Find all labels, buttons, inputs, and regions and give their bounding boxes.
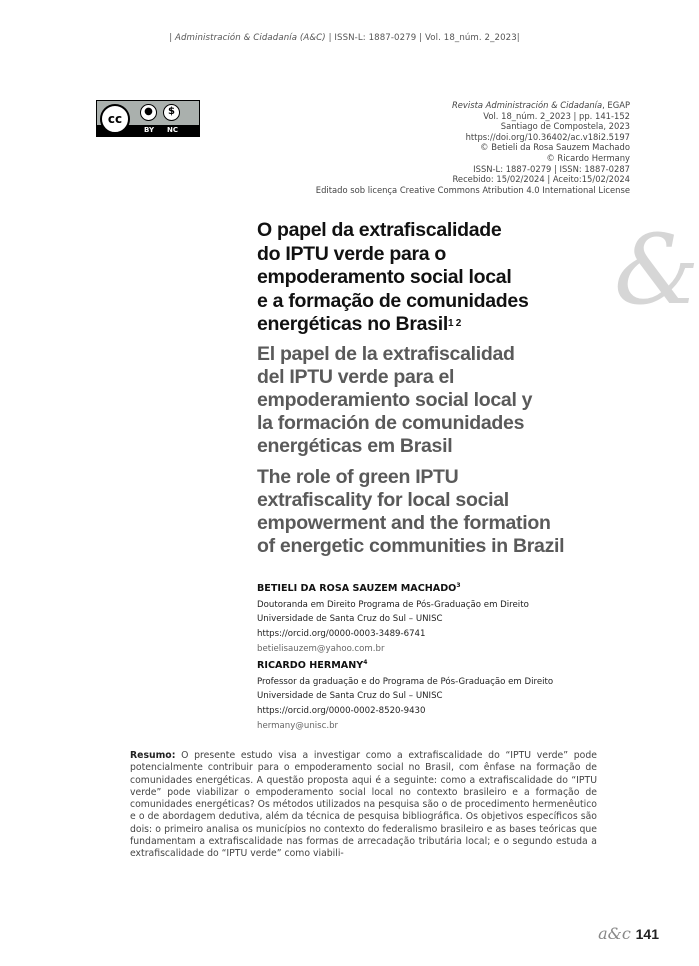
- meta-copyright-1: © Betieli da Rosa Sauzem Machado: [480, 142, 630, 153]
- title-footnote-refs[interactable]: 1 2: [447, 318, 461, 329]
- running-header-issn: | ISSN-L: 1887-0279 | Vol. 18_núm. 2_2023|: [328, 33, 520, 43]
- meta-issn: ISSN-L: 1887-0279 | ISSN: 1887-0287: [473, 163, 630, 174]
- decorative-ampersand-icon: &: [614, 214, 699, 326]
- meta-copyright-2: © Ricardo Hermany: [546, 152, 630, 163]
- title-en-line: of energetic communities in Brazil: [257, 535, 565, 557]
- author-institution: Universidade de Santa Cruz do Sul – UNISC: [257, 613, 443, 624]
- title-en-line: The role of green IPTU: [257, 466, 459, 488]
- author-name-text: BETIELI DA ROSA SAUZEM MACHADO: [257, 583, 457, 595]
- author-footnote-ref[interactable]: 3: [456, 582, 461, 589]
- cc-license-badge[interactable]: [96, 100, 200, 137]
- running-header: [0, 33, 689, 43]
- cc-logo-icon: cc: [100, 104, 130, 134]
- abstract-text: O presente estudo visa a investigar como a extrafiscalidade do “IPTU verde” pode potencialmente contribuir para o empoderamento social no Brasil, com ênfase na formação de comunidades energéticas. A questão proposta aqui é a seguinte: como a extrafiscalidade do “IPTU verde” pode viabilizar o empoderamento social local no contexto brasileiro e a formação de comunidades energéticas? Os métodos utilizados na pesquisa são o de procedimento hermenêutico e o de abordagem dedutiva, além da técnica de pesquisa bibliográfica. Os objetivos específicos são dois: o primeiro analisa os municípios no contexto do federalismo brasileiro e as bases teóricas que fundamentam a extrafiscalidade nas formas de arrecadação tributária local; e o segundo estuda a extrafiscalidade do “IPTU verde” como viabili-: [130, 750, 597, 860]
- author-orcid-link[interactable]: https://orcid.org/0000-0003-3489-6741: [257, 628, 426, 639]
- author-email-link[interactable]: betielisauzem@yahoo.com.br: [257, 644, 385, 654]
- meta-place: Santiago de Compostela, 2023: [500, 121, 630, 132]
- title-pt-line-last: [257, 313, 529, 337]
- page-number: 141: [635, 926, 659, 942]
- running-header-journal: | Administración & Cidadanía (A&C): [169, 33, 326, 43]
- title-es-line: empoderamiento social local y: [257, 389, 533, 411]
- page-footer: [598, 924, 659, 943]
- title-spanish: [257, 343, 532, 458]
- title-english: [257, 466, 564, 558]
- author-institution: Universidade de Santa Cruz do Sul – UNISC: [257, 690, 443, 701]
- attribution-person-icon: ●: [140, 104, 157, 121]
- abstract-label: Resumo:: [130, 750, 176, 761]
- noncommercial-dollar-icon: $: [163, 104, 180, 121]
- title-es-line: del IPTU verde para el: [257, 366, 455, 388]
- meta-publisher: , EGAP: [602, 100, 630, 110]
- title-en-line: extrafiscality for local social: [257, 489, 509, 511]
- author-footnote-ref[interactable]: 4: [363, 659, 368, 666]
- title-es-line: la formación de comunidades: [257, 412, 525, 434]
- title-en-line: empowerment and the formation: [257, 512, 551, 534]
- abstract: [130, 750, 597, 861]
- author-block-1: [257, 579, 529, 656]
- meta-doi-link[interactable]: https://doi.org/10.36402/ac.v18i2.5197: [465, 131, 630, 142]
- meta-dates: Recebido: 15/02/2024 | Aceito:15/02/2024: [452, 174, 630, 185]
- meta-journal-name: Revista Administración & Cidadanía: [451, 100, 603, 110]
- author-name-text: RICARDO HERMANY: [257, 660, 364, 672]
- author-block-2: [257, 656, 553, 733]
- author-orcid-link[interactable]: https://orcid.org/0000-0002-8520-9430: [257, 705, 426, 716]
- author-email-link[interactable]: hermany@unisc.br: [257, 721, 339, 731]
- meta-journal-line: [316, 100, 630, 111]
- author-role: Doutoranda em Direito Programa de Pós-Graduação em Direito: [257, 600, 529, 611]
- cc-nc-label: NC: [167, 126, 178, 134]
- title-pt-line: do IPTU verde para o: [257, 242, 447, 265]
- title-es-line: energéticas em Brasil: [257, 435, 453, 457]
- meta-volume: Vol. 18_núm. 2_2023 | pp. 141-152: [483, 110, 630, 121]
- publication-metadata: [316, 100, 630, 195]
- title-pt-line: e a formação de comunidades: [257, 289, 529, 312]
- journal-logo-icon: a&c: [598, 924, 631, 943]
- author-name: [257, 579, 529, 595]
- title-pt-line: O papel da extrafiscalidade: [257, 219, 502, 241]
- author-name: [257, 656, 553, 672]
- author-role: Professor da graduação e do Programa de Pós-Graduação em Direito: [257, 677, 554, 688]
- meta-license: Editado sob licença Creative Commons Atribution 4.0 International License: [315, 184, 630, 195]
- title-es-line: El papel de la extrafiscalidad: [257, 343, 515, 365]
- cc-by-label: BY: [144, 126, 155, 134]
- title-portuguese: [257, 219, 529, 337]
- title-pt-line: empoderamento social local: [257, 266, 512, 288]
- title-pt-line: energéticas no Brasil: [257, 313, 448, 335]
